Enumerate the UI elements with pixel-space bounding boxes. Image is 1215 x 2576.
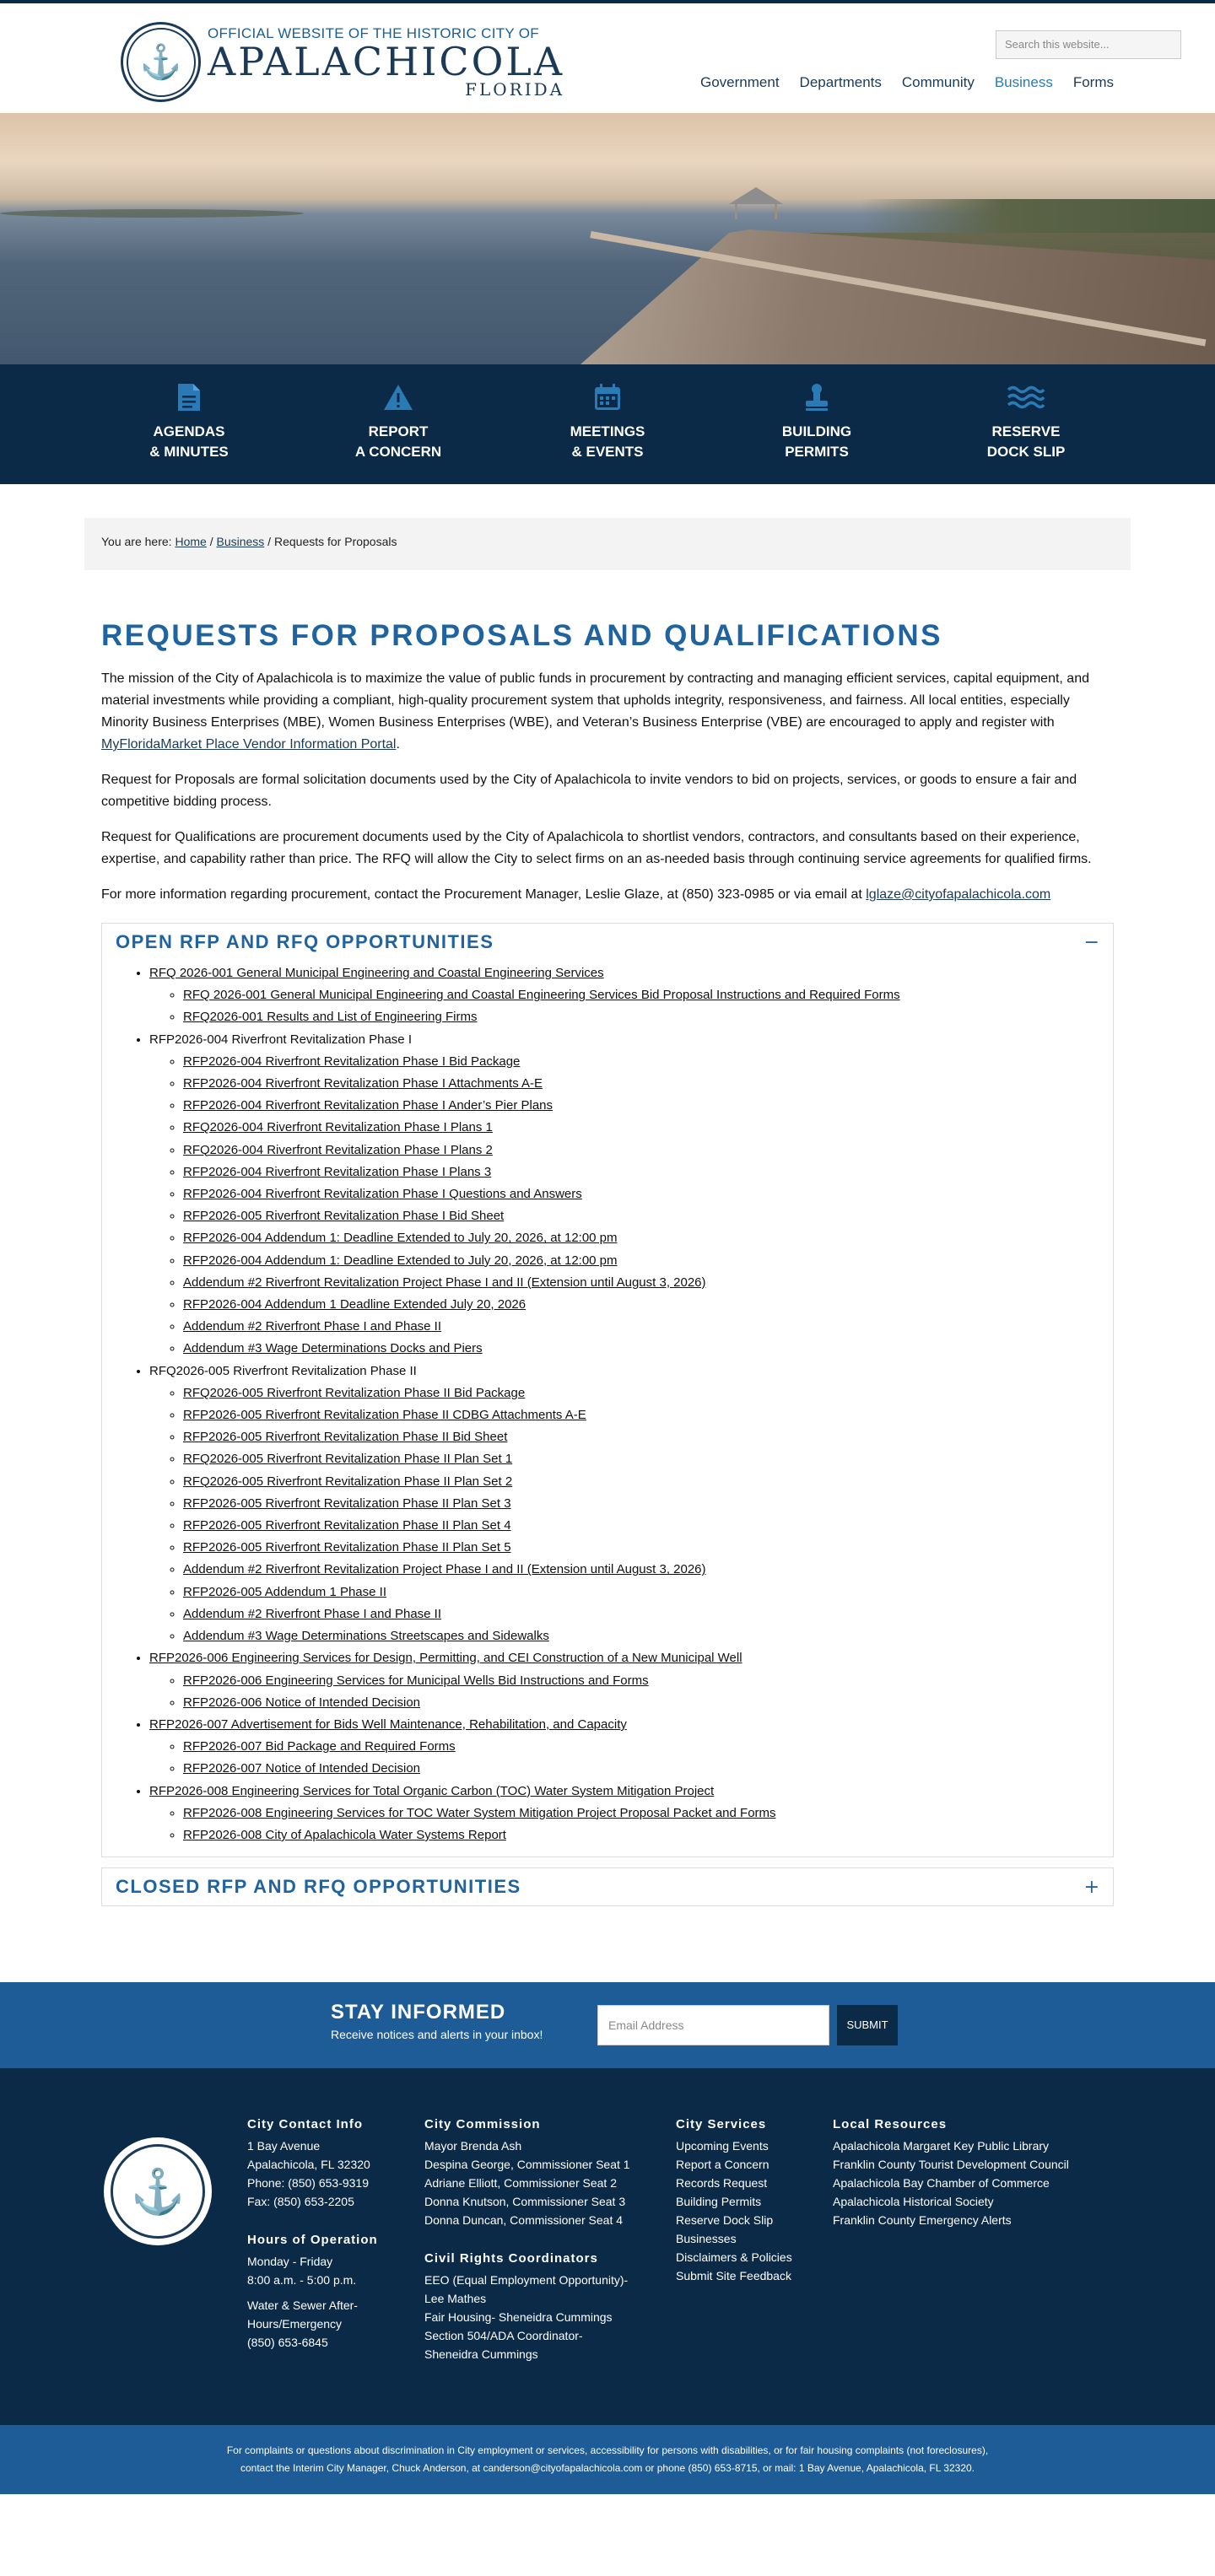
rfp-document-item [183, 1824, 1099, 1846]
nav-departments[interactable]: Departments [799, 74, 882, 90]
rfp-item-label: RFP2026-004 Riverfront Revitalization Phase I [149, 1032, 412, 1047]
rfp-document-item [183, 1625, 1099, 1647]
footer-link[interactable]: Franklin County Tourist Development Council [833, 2158, 1069, 2172]
rfp-document-item [183, 1183, 1099, 1205]
rfp-document-item [183, 1670, 1099, 1692]
rfp-document-link[interactable]: Addendum #2 Riverfront Revitalization Project Phase I and II (Extension until August 3, 2026) [183, 1562, 706, 1577]
rfp-document-link[interactable]: Addendum #3 Wage Determinations Streetscapes and Sidewalks [183, 1629, 549, 1644]
quick-link-agendas[interactable]: AGENDAS & MINUTES [84, 381, 294, 484]
rfp-document-item [183, 1515, 1099, 1537]
main-nav [700, 74, 1114, 91]
nav-forms[interactable]: Forms [1072, 74, 1114, 90]
rfp-document-item [183, 1338, 1099, 1360]
rfp-item [149, 962, 1099, 1029]
open-opportunities-title: OPEN RFP AND RFQ OPPORTUNITIES [116, 931, 494, 952]
rfp-item-link[interactable]: RFP2026-007 Advertisement for Bids Well Maintenance, Rehabilitation, and Capacity [149, 1716, 627, 1732]
footer-city-seal [104, 2137, 212, 2245]
rfp-document-item [183, 1559, 1099, 1581]
rfp-document-link[interactable]: RFQ2026-004 Riverfront Revitalization Phase I Plans 1 [183, 1120, 493, 1135]
rfp-document-link[interactable]: Addendum #2 Riverfront Phase I and Phase II [183, 1606, 442, 1621]
rfp-item [149, 1647, 1099, 1714]
rfp-document-link[interactable]: Addendum #2 Riverfront Phase I and Phase II [183, 1319, 442, 1334]
footer-link[interactable]: Upcoming Events [676, 2139, 769, 2153]
rfp-document-link[interactable]: RFP2026-004 Riverfront Revitalization Phase I Bid Package [183, 1054, 521, 1069]
rfp-document-link[interactable]: RFP2026-004 Riverfront Revitalization Phase I Attachments A-E [183, 1076, 543, 1091]
stay-informed-band [0, 1982, 1215, 2068]
rfp-document-link[interactable]: RFP2026-007 Bid Package and Required Forms [183, 1739, 456, 1754]
rfp-document-item [183, 1537, 1099, 1559]
rfp-document-item [183, 1205, 1099, 1227]
contact-paragraph: For more information regarding procurement, contact the Procurement Manager, Leslie Glaze, at (850) 323-0985 or via email at lglaze@cityofapalachicola.com [101, 887, 1051, 902]
rfp-document-item [183, 1382, 1099, 1404]
rfp-item-link[interactable]: RFP2026-008 Engineering Services for Total Organic Carbon (TOC) Water System Mitigation Project [149, 1783, 715, 1798]
rfp-document-item [183, 1471, 1099, 1493]
rfp-document-link[interactable]: RFP2026-008 Engineering Services for TOC Water System Mitigation Project Proposal Packet and Forms [183, 1805, 776, 1820]
rfp-document-list [149, 1670, 1099, 1714]
rfp-document-link[interactable]: RFP2026-006 Engineering Services for Municipal Wells Bid Instructions and Forms [183, 1673, 649, 1688]
footer-link[interactable]: Records Request [676, 2176, 768, 2191]
submit-button[interactable]: SUBMIT [837, 2005, 898, 2045]
rfp-item-label: RFQ2026-005 Riverfront Revitalization Phase II [149, 1363, 417, 1378]
rfp-document-list [149, 984, 1099, 1028]
rfp-document-item [183, 1603, 1099, 1625]
rfp-document-link[interactable]: RFQ2026-005 Riverfront Revitalization Phase II Plan Set 1 [183, 1452, 513, 1467]
footer-services: City Services Upcoming Events Report a Concern Records Request Building Permits Reserve Dock Slip Businesses Disclaimers & Policies Submit Site Feedback [676, 2117, 792, 2285]
closed-opportunities-header[interactable] [102, 1868, 1113, 1905]
rfp-document-item [183, 1758, 1099, 1780]
rfp-document-item [183, 1250, 1099, 1272]
footer-commission: City Commission Mayor Brenda Ash Despina George, Commissioner Seat 1 Adriane Elliott, Commissioner Seat 2 Donna Knutson, Commissioner Seat 3 Donna Duncan, Commissioner Seat 4 Civil Rights Coordinators EEO (Equal Employment Opportunity)- Lee Mathes Fair Housing- Sheneidra Cummings Section 504/ADA Coordinator- Sheneidra Cummings [424, 2117, 630, 2362]
quick-link-permits[interactable]: BUILDING PERMITS [712, 381, 921, 484]
rfp-item-link[interactable]: RFP2026-006 Engineering Services for Design, Permitting, and CEI Construction of a New Municipal Well [149, 1651, 742, 1666]
site-header [0, 3, 1215, 113]
rfp-document-item [183, 1294, 1099, 1316]
email-link[interactable]: lglaze@cityofapalachicola.com [866, 887, 1051, 902]
rfq-definition-paragraph: Request for Qualifications are procurement documents used by the City of Apalachicola to shortlist vendors, contractors, and consultants based on their experience, expertise, and capability rather than price. The RFQ will allow the City to select firms on an as-needed basis through continuing service agreements for qualified firms. [101, 830, 1092, 866]
rfp-document-link[interactable]: RFP2026-004 Riverfront Revitalization Phase I Plans 3 [183, 1164, 492, 1179]
rfp-definition-paragraph: Request for Proposals are formal solicitation documents used by the City of Apalachicola to invite vendors to bid on projects, services, or goods to ensure a fair and competitive bidding process. [101, 773, 1077, 809]
anchor-icon: ⚓ [111, 2144, 205, 2239]
rfp-document-link[interactable]: RFP2026-007 Notice of Intended Decision [183, 1761, 421, 1776]
hero-image [0, 113, 1215, 364]
rfp-document-link[interactable]: RFP2026-005 Riverfront Revitalization Phase II Plan Set 4 [183, 1518, 511, 1533]
rfp-document-item [183, 1404, 1099, 1426]
rfp-document-link[interactable]: RFP2026-005 Riverfront Revitalization Phase I Bid Sheet [183, 1209, 505, 1224]
rfp-document-link[interactable]: RFP2026-004 Addendum 1: Deadline Extended to July 20, 2026, at 12:00 pm [183, 1231, 618, 1246]
footer-link[interactable]: Apalachicola Bay Chamber of Commerce [833, 2176, 1050, 2191]
rfp-document-link[interactable]: RFP2026-008 City of Apalachicola Water Systems Report [183, 1827, 506, 1842]
anchor-icon: ⚓ [127, 28, 196, 97]
rfp-document-item [183, 1006, 1099, 1028]
rfp-document-item [183, 1117, 1099, 1139]
footer-contact: City Contact Info 1 Bay Avenue Apalachicola, FL 32320 Phone: (850) 653-9319 Fax: (850) 653-2205 Hours of Operation Monday - Friday 8:00 a.m. - 5:00 p.m. Water & Sewer After- Hours/Emergency (850) 653-6845 [247, 2117, 378, 2350]
site-footer [0, 2068, 1215, 2425]
quick-link-meetings[interactable]: MEETINGS & EVENTS [503, 381, 712, 484]
logo-city-name: APALACHICOLA [208, 39, 565, 84]
rfp-document-item [183, 1073, 1099, 1095]
site-logo-text[interactable] [208, 25, 564, 100]
quick-link-dock[interactable]: RESERVE DOCK SLIP [921, 381, 1131, 484]
rfp-item [149, 1781, 1099, 1847]
rfp-document-link[interactable]: Addendum #3 Wage Determinations Docks and Piers [183, 1341, 483, 1356]
footer-link[interactable]: Reserve Dock Slip [676, 2213, 774, 2228]
rfp-document-list [149, 1382, 1099, 1647]
rfp-document-item [183, 1582, 1099, 1603]
rfp-document-item [183, 1227, 1099, 1249]
nav-business[interactable]: Business [994, 74, 1053, 90]
footer-link[interactable]: Submit Site Feedback [676, 2269, 791, 2283]
closed-opportunities-accordion [101, 1867, 1114, 1906]
rfp-document-link[interactable]: RFP2026-005 Riverfront Revitalization Phase II Plan Set 5 [183, 1540, 511, 1555]
rfp-document-item [183, 1493, 1099, 1515]
rfp-document-link[interactable]: RFP2026-005 Riverfront Revitalization Phase II Bid Sheet [183, 1430, 508, 1445]
rfp-document-link[interactable]: RFQ2026-001 Results and List of Engineering Firms [183, 1010, 478, 1025]
rfp-item [149, 1029, 1099, 1361]
breadcrumb: You are here: Home / Business / Requests for Proposals [84, 518, 1131, 570]
stamp-icon [712, 381, 921, 413]
rfp-document-item [183, 1316, 1099, 1338]
footer-link[interactable]: Apalachicola Margaret Key Public Library [833, 2139, 1050, 2153]
breadcrumb-home-link[interactable]: Home [175, 535, 207, 548]
page-title: REQUESTS FOR PROPOSALS AND QUALIFICATIONS [101, 619, 942, 652]
email-input[interactable]: Email Address [597, 2005, 829, 2045]
collapse-icon[interactable]: − [1083, 931, 1099, 953]
rfp-document-link[interactable]: RFP2026-006 Notice of Intended Decision [183, 1695, 421, 1710]
waves-icon [921, 381, 1131, 413]
rfp-document-item [183, 1161, 1099, 1183]
stay-informed-title: STAY INFORMED [331, 2001, 506, 2024]
breadcrumb-current: Requests for Proposals [273, 535, 397, 548]
stay-informed-subtitle: Receive notices and alerts in your inbox! [331, 2028, 543, 2042]
footer-link[interactable]: Building Permits [676, 2195, 762, 2209]
nav-community[interactable]: Community [901, 74, 975, 90]
rfp-document-item [183, 1272, 1099, 1294]
rfp-document-link[interactable]: RFQ 2026-001 General Municipal Engineering and Coastal Engineering Services Bid Proposal Instructions and Required Forms [183, 988, 900, 1003]
rfp-document-link[interactable]: RFP2026-004 Riverfront Revitalization Phase I Ander’s Pier Plans [183, 1098, 554, 1113]
rfp-document-item [183, 1095, 1099, 1117]
logo-state-name: FLORIDA [465, 79, 565, 100]
rfp-document-link[interactable]: RFP2026-004 Riverfront Revitalization Phase I Questions and Answers [183, 1187, 582, 1202]
nav-government[interactable]: Government [700, 74, 780, 90]
footer-link[interactable]: Disclaimers & Policies [676, 2250, 792, 2265]
rfp-item [149, 1714, 1099, 1781]
rfp-document-link[interactable]: RFQ2026-004 Riverfront Revitalization Phase I Plans 2 [183, 1142, 493, 1157]
open-opportunities-list [102, 961, 1113, 1857]
rfp-document-item [183, 1803, 1099, 1824]
calendar-icon [503, 381, 712, 413]
rfp-document-item [183, 1426, 1099, 1448]
mission-paragraph: The mission of the City of Apalachicola is to maximize the value of public funds in procurement by contracting and managing efficient services, capital equipment, and material investments while providing a compliant, high-quality procurement system that upholds integrity, responsiveness, and fairness. All local entities, especially Minority Business Enterprises (MBE), Women Business Enterprises (WBE), and Veteran’s Business Enterprise (VBE) are encouraged to apply and register with MyFloridaMarket Place Vendor Information Portal. [101, 671, 1089, 752]
breadcrumb-business-link[interactable]: Business [216, 535, 265, 548]
footer-resources: Local Resources Apalachicola Margaret Key Public Library Franklin County Tourist Development Council Apalachicola Bay Chamber of Commerce Apalachicola Historical Society Franklin County Emergency Alerts [833, 2117, 1069, 2229]
city-seal-logo[interactable] [121, 22, 201, 102]
logo-tagline: OFFICIAL WEBSITE OF THE HISTORIC CITY OF [208, 25, 539, 41]
expand-icon[interactable]: + [1083, 1876, 1099, 1898]
footer-link[interactable]: Franklin County Emergency Alerts [833, 2213, 1012, 2228]
rfp-document-link[interactable]: RFQ2026-005 Riverfront Revitalization Phase II Plan Set 2 [183, 1474, 513, 1489]
rfp-document-link[interactable]: Addendum #2 Riverfront Revitalization Project Phase I and II (Extension until August 3, 2026) [183, 1275, 706, 1290]
closed-opportunities-title: CLOSED RFP AND RFQ OPPORTUNITIES [116, 1876, 521, 1898]
rfp-document-link[interactable]: RFP2026-005 Addendum 1 Phase II [183, 1584, 386, 1599]
rfp-document-item [183, 1692, 1099, 1714]
rfp-document-item [183, 1736, 1099, 1758]
rfp-item-link[interactable]: RFQ 2026-001 General Municipal Engineering and Coastal Engineering Services [149, 966, 604, 980]
rfp-document-item [183, 1140, 1099, 1161]
quick-link-report[interactable]: REPORT A CONCERN [294, 381, 503, 484]
gazebo [731, 187, 781, 221]
rfp-document-link[interactable]: RFP2026-004 Addendum 1 Deadline Extended July 20, 2026 [183, 1297, 526, 1312]
quick-links-bar [0, 364, 1215, 484]
document-icon [84, 381, 294, 413]
rfp-item [149, 1361, 1099, 1648]
rfp-document-item [183, 984, 1099, 1006]
footer-link[interactable]: Report a Concern [676, 2158, 770, 2172]
rfp-document-item [183, 1448, 1099, 1470]
rfp-document-list [149, 1803, 1099, 1846]
rfp-list [116, 962, 1099, 1846]
main-content [0, 619, 1215, 1906]
open-opportunities-header[interactable] [102, 924, 1113, 961]
search-input[interactable]: Search this website... [996, 30, 1181, 59]
rfp-document-link[interactable]: RFP2026-005 Riverfront Revitalization Phase II Plan Set 3 [183, 1495, 511, 1511]
rfp-document-link[interactable]: RFP2026-005 Riverfront Revitalization Phase II CDBG Attachments A-E [183, 1408, 586, 1423]
rfp-document-list [149, 1051, 1099, 1361]
footer-link[interactable]: Businesses [676, 2232, 737, 2246]
footer-link[interactable]: Apalachicola Historical Society [833, 2195, 994, 2209]
warning-icon [294, 381, 503, 413]
rfp-document-item [183, 1051, 1099, 1073]
footer-notice: For complaints or questions about discrimination in City employment or services, accessibility for persons with disabilities, or for fair housing complaints (not foreclosures), contact the Interim City Manager, Chuck Anderson, at canderson@cityofapalachicola.com or phone (850) 653-8715, or mail: 1 Bay Avenue, Apalachicola, FL 32320. [0, 2425, 1215, 2494]
rfp-document-list [149, 1736, 1099, 1780]
rfp-document-link[interactable]: RFP2026-004 Addendum 1: Deadline Extended to July 20, 2026, at 12:00 pm [183, 1253, 618, 1268]
vendor-portal-link[interactable]: MyFloridaMarket Place Vendor Information Portal [101, 737, 397, 752]
rfp-document-link[interactable]: RFQ2026-005 Riverfront Revitalization Phase II Bid Package [183, 1385, 526, 1400]
open-opportunities-accordion [101, 923, 1114, 1857]
